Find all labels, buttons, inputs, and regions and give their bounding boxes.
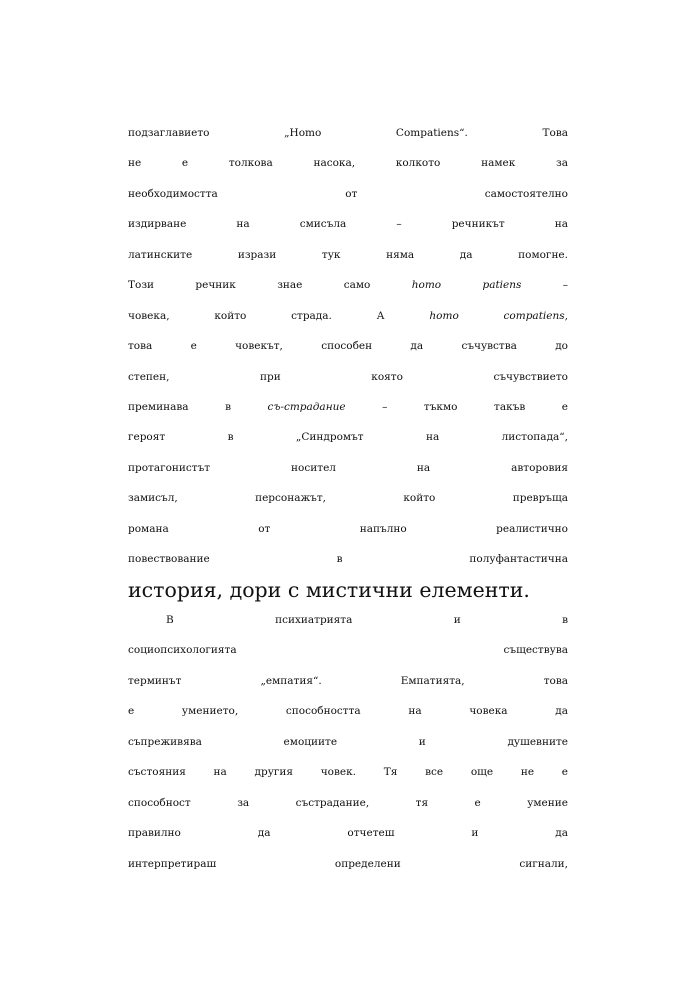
text-line	[128, 270, 568, 300]
text-segment: героят в „Синдромът на листопада“,	[128, 431, 568, 444]
text-segment: –	[521, 279, 569, 292]
text-line	[128, 483, 568, 513]
text-segment: способност за състрадание, тя е умение	[128, 796, 568, 809]
text-segment: е умението, способността на човека да	[128, 705, 568, 718]
text-segment: романа от напълно реалистично	[128, 522, 568, 535]
text-segment: преминава в	[128, 400, 268, 413]
text-segment: ,	[564, 309, 568, 322]
text-segment: история, дори с мистични елементи.	[128, 577, 530, 602]
text-line	[128, 179, 568, 209]
italic-text-segment: homo compatiens	[429, 309, 565, 322]
text-line	[128, 148, 568, 178]
text-line	[128, 696, 568, 726]
text-segment: – тъкмо такъв е	[345, 400, 568, 413]
text-line	[128, 727, 568, 757]
text-line	[128, 605, 568, 635]
text-line	[128, 757, 568, 787]
text-segment: повествование в полуфантастична	[128, 553, 568, 566]
text-line	[128, 453, 568, 483]
text-line	[128, 514, 568, 544]
text-segment: издирване на смисъла – речникът на	[128, 218, 568, 231]
text-line	[128, 788, 568, 818]
text-segment: интерпретираш определени сигнали,	[128, 857, 568, 870]
text-segment: Този речник знае само	[128, 279, 412, 292]
text-line	[128, 118, 568, 148]
text-line	[128, 544, 568, 574]
text-line	[128, 818, 568, 848]
text-segment: правилно да отчетеш и да	[128, 827, 568, 840]
italic-text-segment: съ-страдание	[267, 400, 346, 413]
text-line	[128, 392, 568, 422]
text-line	[128, 422, 568, 452]
text-segment: протагонистът носител на авторовия	[128, 461, 568, 474]
text-segment: социопсихологията съществува	[128, 644, 568, 657]
text-segment: състояния на другия човек. Тя все още не е	[128, 766, 568, 779]
text-line	[128, 331, 568, 361]
text-line	[128, 849, 568, 879]
text-line	[128, 362, 568, 392]
text-line	[128, 301, 568, 331]
text-segment: човека, който страда. А	[128, 309, 430, 322]
text-segment: необходимостта от самостоятелно	[128, 187, 568, 200]
text-segment: замисъл, персонажът, който превръща	[128, 492, 568, 505]
text-line	[128, 209, 568, 239]
text-segment: степен, при която съчувствието	[128, 370, 568, 383]
text-line	[128, 575, 568, 605]
text-line	[128, 635, 568, 665]
text-segment: терминът „емпатия“. Емпатията, това	[128, 674, 568, 687]
text-segment: латинските изрази тук няма да помогне.	[128, 248, 568, 261]
text-segment: не е толкова насока, колкото намек за	[128, 157, 568, 170]
body-text	[128, 118, 568, 879]
text-line	[128, 666, 568, 696]
text-segment: съпреживява емоциите и душевните	[128, 735, 568, 748]
text-line	[128, 240, 568, 270]
text-segment: това е човекът, способен да съчувства до	[128, 340, 568, 353]
italic-text-segment: homo patiens	[411, 279, 522, 292]
text-segment: подзаглавието „Homo Compatiens“. Това	[128, 127, 568, 139]
text-segment: В психиатрията и в	[166, 614, 568, 626]
